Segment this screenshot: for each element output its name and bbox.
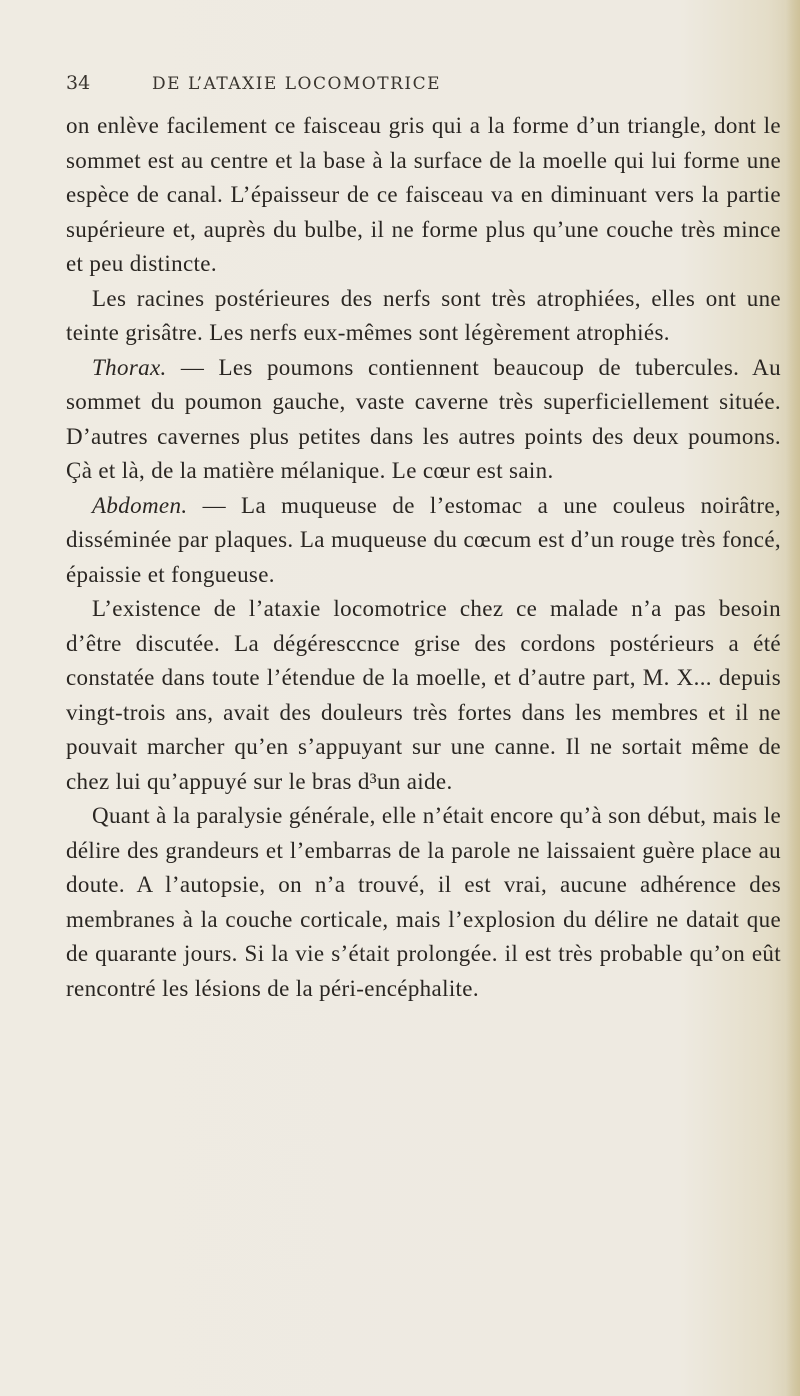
page-number: 34 <box>66 72 91 94</box>
page-edge-shadow <box>786 0 800 1396</box>
paragraph-6: Quant à la paralysie générale, elle n’était encore qu’à son début, mais le délire des grandeurs et l’embarras de la parole ne laissaient guère place au doute. A l’autopsie, on n’a trouvé, il est vrai, aucune adhérence des membranes à la couche corticale, mais l’explosion du délire ne datait que de quarante jours. Si la vie s’était prolongée. il est très probable qu’on eût rencontré les lésions de la péri-encéphalite. <box>66 803 781 1001</box>
body-text <box>66 109 781 1006</box>
section-label-abdomen: Abdomen. <box>92 492 188 518</box>
paragraph-5: L’existence de l’ataxie locomotrice chez ce malade n’a pas besoin d’être discutée. La dégéresccnce grise des cordons postérieurs a été constatée dans toute l’étendue de la moelle, et d’autre part, M. X... depuis vingt-trois ans, avait des douleurs très fortes dans les membres et il ne pouvait marcher qu’en s’appuyant sur une canne. Il ne sortait même de chez lui qu’appuyé sur le bras d³un aide. <box>66 596 781 794</box>
paragraph-thorax <box>66 351 781 489</box>
paragraph-1: on enlève facilement ce faisceau gris qui a la forme d’un triangle, dont le sommet est au centre et la base à la surface de la moelle qui lui forme une espèce de canal. L’épaisseur de ce faisceau va en diminuant vers la partie supérieure et, auprès du bulbe, il ne forme plus qu’une couche très mince et peu distincte. <box>66 113 781 276</box>
paragraph-2: Les racines postérieures des nerfs sont très atrophiées, elles ont une teinte grisâtre. Les nerfs eux-mêmes sont légèrement atrophiés. <box>66 285 781 345</box>
paragraph-thorax-text: — Les poumons contiennent beaucoup de tubercules. Au sommet du poumon gauche, vaste caverne très superficiellement située. D’autres cavernes plus petites dans les autres points des deux poumons. Çà et là, de la matière mélanique. Le cœur est sain. <box>66 354 781 483</box>
paragraph-abdomen-text: — La muqueuse de l’estomac a une couleus noirâtre, disséminée par plaques. La muqueuse du cœcum est d’un rouge très foncé, épaissie et fongueuse. <box>66 492 781 587</box>
section-label-thorax: Thorax. <box>92 354 167 380</box>
running-title: DE L’ATAXIE LOCOMOTRICE <box>152 74 442 94</box>
paragraph-abdomen <box>66 489 781 593</box>
